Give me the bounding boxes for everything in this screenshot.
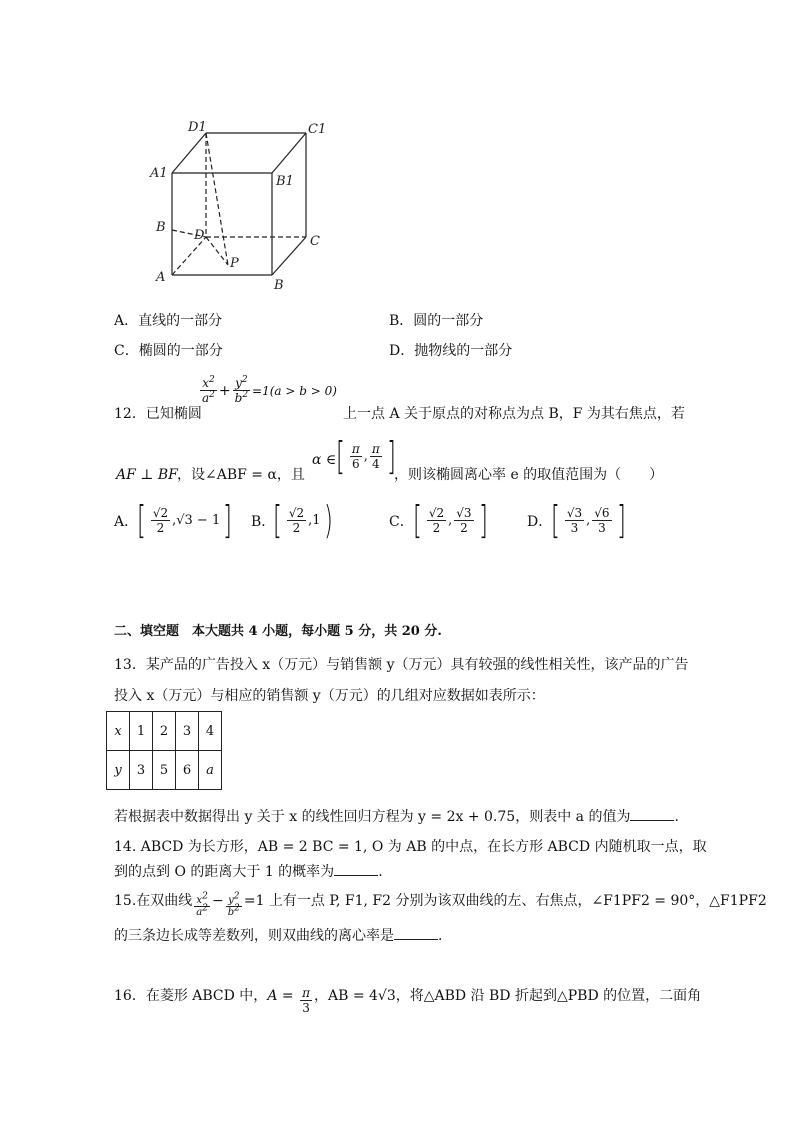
- table-cell: a: [199, 751, 222, 790]
- table-cell: x: [107, 712, 130, 751]
- q12-option-c-label: C．: [389, 514, 414, 530]
- q13-data-table: [106, 711, 222, 790]
- label-A: A: [156, 270, 166, 285]
- table-cell: 2: [153, 712, 176, 751]
- cube-figure: [148, 115, 338, 295]
- q12-alpha-in: α ∈: [312, 452, 337, 468]
- section-2-heading: 二、填空题 本大题共 4 小题，每小题 5 分，共 20 分.: [114, 624, 442, 639]
- q12-ellipse-equation: $\frac{x^2}{a^2}$ + $\frac{y^2}{b^2}$ =1(a > b > 0): [202, 375, 337, 405]
- q13-line2: 投入 x（万元）与相应的销售额 y（万元）的几组对应数据如表所示：: [114, 688, 545, 704]
- table-cell: 3: [130, 751, 153, 790]
- q12-option-d-label: D．: [527, 514, 553, 530]
- label-A1: A1: [150, 166, 168, 181]
- q12-text2: ，则该椭圆离心率 e 的取值范围为（ ）: [394, 467, 664, 483]
- q12-option-a-label: A．: [114, 514, 139, 530]
- answer-blank[interactable]: [334, 861, 378, 876]
- q12-set-angle: ，设∠ABF = α，且: [177, 467, 305, 483]
- label-D: D: [194, 228, 205, 243]
- q12-option-b-label: B．: [251, 514, 276, 530]
- q12-option-d-interval: [ $\frac{√3}{3}$ , $\frac{√6}{3}$ ]: [550, 498, 626, 542]
- q15-line1: 15.在双曲线 $\frac{x2}{a2}$ − $\frac{y2}{b2}$ =1 上有一点 P, F1, F2 分别为该双曲线的左、右焦点，∠F1PF2 = 90°，△F1PF2: [114, 891, 767, 918]
- label-B1: B1: [276, 174, 294, 189]
- q16-line1: 16．在菱形 ABCD 中，A = $\frac{\pi}{3}$ ，AB = 4√3，将△ABD 沿 BD 折起到△PBD 的位置，二面角: [114, 986, 702, 1015]
- label-C1: C1: [308, 122, 327, 137]
- table-cell: 1: [130, 712, 153, 751]
- answer-blank[interactable]: [394, 925, 438, 940]
- q15-line2: 的三条边长成等差数列，则双曲线的离心率是 .: [114, 925, 442, 946]
- label-C: C: [310, 234, 320, 249]
- label-B-edge: B: [156, 220, 166, 235]
- label-B: B: [274, 278, 284, 293]
- table-cell: 6: [176, 751, 199, 790]
- q12-option-b-interval: [ $\frac{√2}{2}$ ,1 ): [272, 498, 333, 542]
- q12-option-c-interval: [ $\frac{√2}{2}$ , $\frac{√3}{2}$ ]: [412, 498, 488, 542]
- q12-option-a-interval: [ $\frac{√2}{2}$ ,√3 − 1 ]: [136, 498, 233, 542]
- table-cell: 5: [153, 751, 176, 790]
- table-cell: 3: [176, 712, 199, 751]
- answer-blank[interactable]: [630, 806, 674, 821]
- q13-line3: 若根据表中数据得出 y 关于 x 的线性回归方程为 y = 2x + 0.75，则表中 a 的值为 .: [114, 806, 679, 827]
- q12-af-perp-bf: AF ⊥ BF: [116, 467, 178, 483]
- q14-line2: 到的点到 O 的距离大于 1 的概率为 .: [114, 861, 383, 882]
- table-cell: y: [107, 751, 130, 790]
- q11-option-c: C．椭圆的一部分: [114, 343, 223, 359]
- label-P: P: [230, 256, 239, 271]
- q11-option-a: A．直线的一部分: [114, 313, 223, 329]
- table-row: [107, 751, 222, 790]
- q12-number: 12．已知椭圆: [114, 406, 202, 422]
- q12-text1: 上一点 A 关于原点的对称点为点 B，F 为其右焦点，若: [343, 406, 685, 422]
- q14-line1: 14. ABCD 为长方形，AB = 2 BC = 1, O 为 AB 的中点，在长方形 ABCD 内随机取一点，取: [114, 839, 707, 855]
- table-cell: 4: [199, 712, 222, 751]
- table-row: [107, 712, 222, 751]
- q11-option-d: D．抛物线的一部分: [389, 343, 513, 359]
- q13-line1: 13．某产品的广告投入 x（万元）与销售额 y（万元）具有较强的线性相关性，该产品的广告: [114, 657, 689, 673]
- q12-alpha-interval: [ $\frac{\pi}{6}$ , $\frac{\pi}{4}$ ]: [335, 434, 396, 478]
- q11-option-b: B．圆的一部分: [389, 313, 484, 329]
- label-D1: D1: [188, 120, 207, 135]
